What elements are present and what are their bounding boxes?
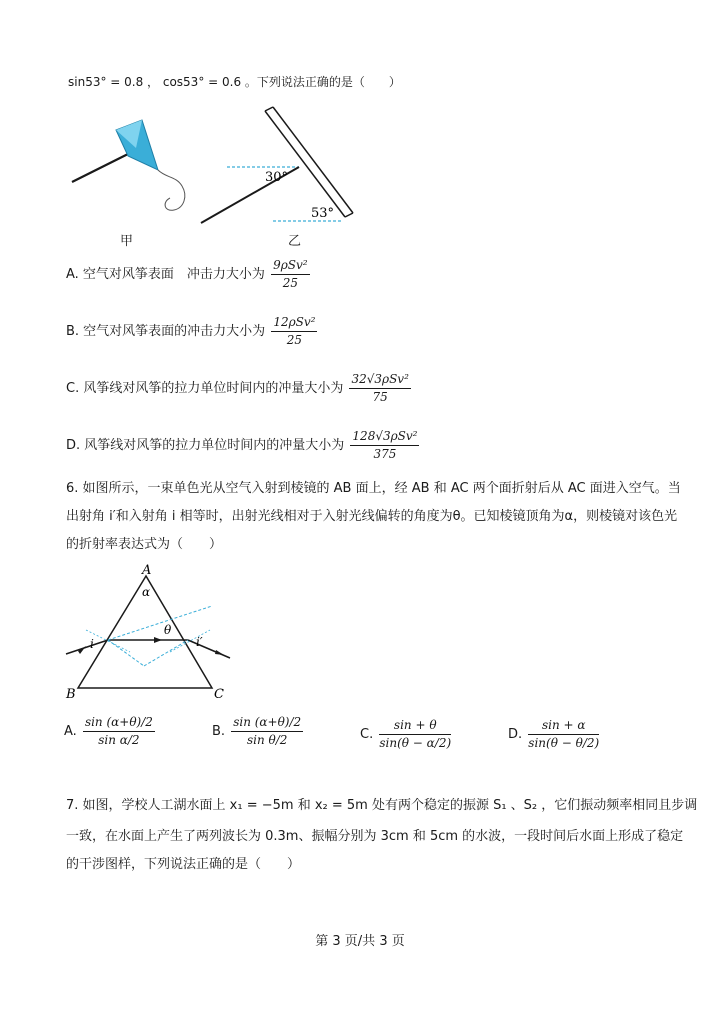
incident-ray <box>66 640 108 654</box>
page-footer: 第 3 页/共 3 页 <box>315 934 405 949</box>
q5-option-c-denominator: 75 <box>372 390 388 404</box>
kite-tail <box>158 170 185 210</box>
q6-option-a[interactable] <box>64 715 155 748</box>
q6-option-a-denominator: sin α/2 <box>98 733 140 747</box>
q6-option-c-numerator: sin + θ <box>379 718 451 735</box>
angle-30-label: 30° <box>265 170 289 185</box>
emergent-ray <box>188 640 230 658</box>
q5-option-c-label: C. 风筝线对风筝的拉力单位时间内的冲量大小为 <box>66 381 344 396</box>
q5-option-a[interactable] <box>66 258 310 291</box>
kite-figure-jia <box>66 118 206 228</box>
q6-option-c[interactable] <box>360 718 451 751</box>
q5-option-a-label: A. 空气对风筝表面 冲击力大小为 <box>66 267 265 282</box>
q6-option-b-letter: B. <box>212 724 226 739</box>
normal-ab-dashed <box>108 640 144 666</box>
vertex-a-label: A <box>142 563 152 578</box>
q5-option-a-denominator: 25 <box>282 276 298 290</box>
q7-stem-line-3: 的干涉图样，下列说法正确的是（ ） <box>66 857 301 872</box>
angle-53-label: 53° <box>311 206 335 221</box>
kite-string <box>72 154 128 182</box>
q5-option-c[interactable] <box>66 372 411 405</box>
q6-option-d-letter: D. <box>508 727 523 742</box>
q6-option-d[interactable] <box>508 718 599 751</box>
prism-figure <box>60 562 240 702</box>
q6-option-b-denominator: sin θ/2 <box>246 733 288 747</box>
q5-option-c-numerator: 32√3ρSv² <box>349 372 410 389</box>
q6-stem-line-3: 的折射率表达式为（ ） <box>66 537 223 552</box>
q5-option-d[interactable] <box>66 429 419 462</box>
q6-stem-line-2: 出射角 i′和入射角 i 相等时，出射光线相对于入射光线偏转的角度为θ。已知棱镜顶角为α，则棱镜对该色光 <box>66 509 678 524</box>
theta-label: θ <box>164 623 172 637</box>
q6-option-c-denominator: sin(θ − α/2) <box>379 736 452 750</box>
q6-option-b[interactable] <box>212 715 303 748</box>
q5-option-d-denominator: 375 <box>373 447 397 461</box>
q6-option-b-numerator: sin (α+θ)/2 <box>231 715 303 732</box>
q7-stem-line-1: 7. 如图，学校人工湖水面上 x₁ = −5m 和 x₂ = 5m 处有两个稳定的振源 S₁ 、S₂ ，它们振动频率相同且步调 <box>66 798 698 813</box>
q5-option-b[interactable] <box>66 315 317 348</box>
q5-option-b-label: B. 空气对风筝表面的冲击力大小为 <box>66 324 266 339</box>
q5-option-d-numerator: 128√3ρSv² <box>350 429 419 446</box>
q6-option-d-numerator: sin + α <box>528 718 599 735</box>
q6-option-d-denominator: sin(θ − θ/2) <box>528 736 600 750</box>
alpha-label: α <box>142 585 151 599</box>
incident-angle-label: i <box>90 637 94 651</box>
q7-stem-line-2: 一致，在水面上产生了两列波长为 0.3m、振幅分别为 3cm 和 5cm 的水波，一段时间后水面上形成了稳定 <box>66 829 684 844</box>
q6-option-a-letter: A. <box>64 724 77 739</box>
normal-ac-dashed <box>144 640 188 666</box>
q5-condition-line: sin53° = 0.8 ， cos53° = 0.6 。下列说法正确的是（ ） <box>68 75 401 89</box>
kite-force-diagram-yi <box>195 105 360 230</box>
q5-option-a-numerator: 9ρSv² <box>271 258 310 275</box>
fig-label-yi: 乙 <box>288 234 302 249</box>
fig-label-jia: 甲 <box>120 234 134 249</box>
emergent-angle-label: i′ <box>196 635 203 649</box>
vertex-c-label: C <box>214 687 224 702</box>
q6-option-a-numerator: sin (α+θ)/2 <box>83 715 155 732</box>
q6-option-c-letter: C. <box>360 727 374 742</box>
q6-stem-line-1: 6. 如图所示，一束单色光从空气入射到棱镜的 AB 面上，经 AB 和 AC 两个面折射后从 AC 面进入空气。当 <box>66 481 681 496</box>
q5-option-d-label: D. 风筝线对风筝的拉力单位时间内的冲量大小为 <box>66 438 345 453</box>
vertex-b-label: B <box>66 687 76 702</box>
q5-option-b-denominator: 25 <box>286 333 303 347</box>
q5-option-b-numerator: 12ρSv² <box>271 315 317 332</box>
